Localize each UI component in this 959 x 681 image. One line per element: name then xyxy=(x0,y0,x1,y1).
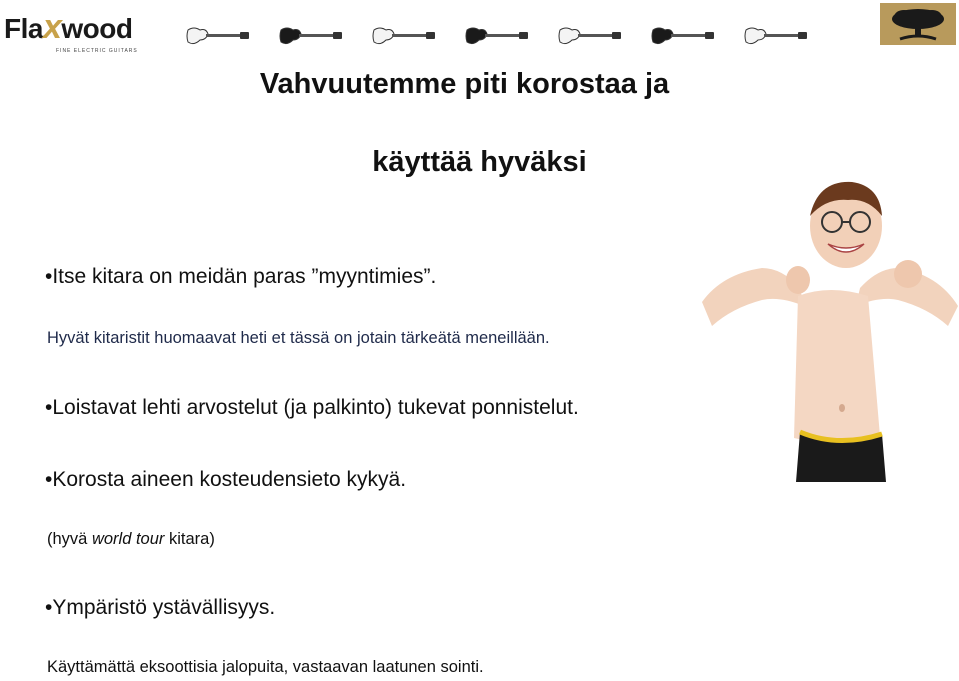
detail-no-exotic-wood: Käyttämättä eksoottisia jalopuita, vastaavan laatunen sointi. xyxy=(47,658,484,676)
detail-world-tour-em: world tour xyxy=(91,530,165,548)
guitar-icon-white xyxy=(744,26,808,46)
bullet-reviews: •Loistavat lehti arvostelut (ja palkinto) tukevat ponnistelut. xyxy=(45,396,579,419)
flexing-boy-photo xyxy=(702,176,958,482)
guitar-icon-white xyxy=(372,26,436,46)
detail-guitarists-notice: Hyvät kitaristit huomaavat heti et tässä on jotain tärkeätä meneillään. xyxy=(47,329,550,347)
logo-tagline: FINE ELECTRIC GUITARS xyxy=(56,48,138,54)
flaxwood-logo xyxy=(4,8,144,60)
bullet-guitar-salesman: •Itse kitara on meidän paras ”myyntimies”. xyxy=(45,265,437,288)
detail-world-tour xyxy=(47,530,215,549)
guitar-icon-white xyxy=(558,26,622,46)
logo-text-b: wood xyxy=(61,13,133,44)
detail-post: kitara) xyxy=(164,530,215,548)
guitar-icon-white xyxy=(186,26,250,46)
guitar-icon-black xyxy=(651,26,715,46)
bullet-moisture: •Korosta aineen kosteudensieto kykyä. xyxy=(45,468,407,491)
bullet-eco: •Ympäristö ystävällisyys. xyxy=(45,596,276,619)
guitar-icon-black xyxy=(465,26,529,46)
guitar-icon-black xyxy=(279,26,343,46)
detail-pre: (hyvä xyxy=(47,530,92,548)
slide-title-line1: Vahvuutemme piti korostaa ja xyxy=(259,68,670,100)
logo-text-a: Fla xyxy=(4,13,43,44)
slide-title-line2: käyttää hyväksi xyxy=(372,146,587,178)
tree-icon xyxy=(880,3,956,45)
logo-text-x: x xyxy=(42,8,62,46)
